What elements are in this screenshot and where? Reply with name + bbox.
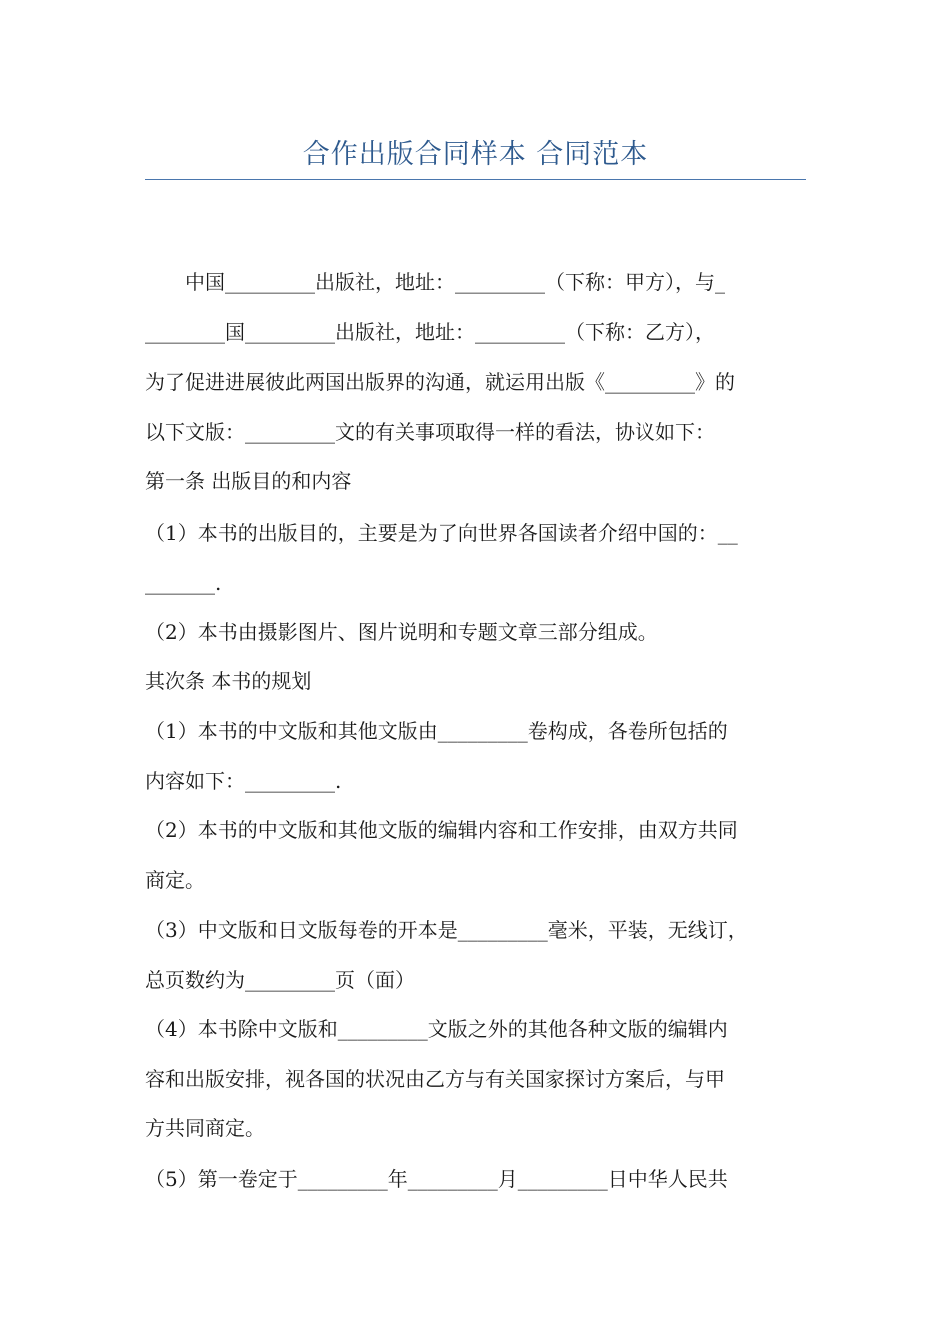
- body-line: 容和出版安排，视各国的状况由乙方与有关国家探讨方案后，与甲: [145, 1067, 725, 1091]
- document-title: 合作出版合同样本 合同范本: [302, 139, 649, 170]
- section-heading: 第一条 出版目的和内容: [145, 469, 352, 493]
- body-line: 总页数约为_________页（面）: [145, 968, 415, 992]
- body-line: （2）本书的中文版和其他文版的编辑内容和工作安排，由双方共同: [145, 818, 738, 842]
- body-line: （1）本书的出版目的，主要是为了向世界各国读者介绍中国的：__: [145, 521, 738, 545]
- body-line: _______.: [145, 571, 222, 595]
- body-line: 中国_________出版社，地址：_________（下称：甲方），与_: [145, 270, 725, 294]
- body-line: （3）中文版和日文版每卷的开本是_________毫米，平装，无线订，: [145, 918, 748, 942]
- body-line: （1）本书的中文版和其他文版由_________卷构成，各卷所包括的: [145, 719, 728, 743]
- body-line: 商定。: [145, 868, 205, 892]
- body-line: 以下文版：_________文的有关事项取得一样的看法，协议如下：: [145, 420, 715, 444]
- body-line: （5）第一卷定于_________年_________月_________日中华人民共: [145, 1167, 728, 1191]
- body-line: 内容如下：_________.: [145, 769, 342, 793]
- body-line: ________国_________出版社，地址：_________（下称：乙方），: [145, 320, 715, 344]
- body-line: （2）本书由摄影图片、图片说明和专题文章三部分组成。: [145, 620, 658, 644]
- body-line: 为了促进进展彼此两国出版界的沟通，就运用出版《_________》的: [145, 370, 735, 394]
- section-heading: 其次条 本书的规划: [145, 669, 312, 693]
- title-underline: [145, 179, 806, 180]
- body-line: （4）本书除中文版和_________文版之外的其他各种文版的编辑内: [145, 1017, 728, 1041]
- body-line: 方共同商定。: [145, 1116, 265, 1140]
